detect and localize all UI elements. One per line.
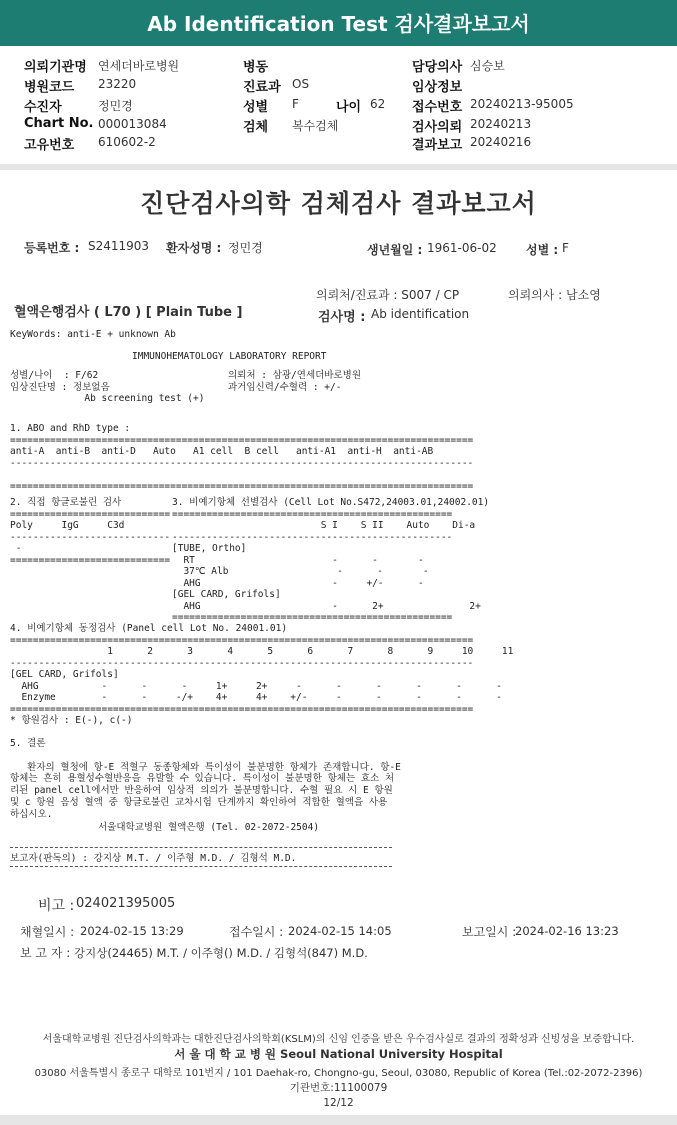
request-date-label: 검사의뢰	[412, 120, 463, 135]
remark-label: 비고 :	[38, 898, 75, 914]
patient-info-right: 의뢰처 : 삼광/연세더바로병원 과거임신력/수혈력 : +/-	[228, 370, 362, 393]
unique-no-label: 고유번호	[24, 138, 75, 153]
test-name-label: 검사명 :	[318, 310, 366, 325]
lab-report-title: IMMUNOHEMATOLOGY LABORATORY REPORT	[132, 351, 327, 362]
report-time-value: 2024-02-16 13:23	[515, 924, 619, 938]
divider-line	[10, 866, 392, 867]
chart-no-value: 000013084	[98, 117, 167, 131]
patient-value: 정민경	[98, 99, 133, 113]
specimen-value: 복수검체	[292, 119, 339, 133]
report-title: 진단검사의학 검체검사 결과보고서	[140, 189, 537, 218]
report-sex-label: 성별 :	[526, 243, 559, 257]
patient-name-label: 환자성명 :	[166, 241, 222, 255]
dob-label: 생년월일 :	[367, 243, 423, 257]
patient-name-value: 정민경	[228, 241, 263, 255]
patient-info-left: 성별/나이 : F/62 임상진단명 : 정보없음 Ab screening test (+)	[10, 370, 205, 404]
reporter-line: 보고자(판독의) : 강지상 M.T. / 이주형 M.D. / 김형석 M.D.	[10, 853, 297, 864]
collection-time-value: 2024-02-15 13:29	[80, 924, 184, 938]
hospital-code-value: 23220	[98, 77, 137, 91]
test-category-title: 혈액은행검사 ( L70 ) [ Plain Tube ]	[14, 305, 243, 320]
lab-report-document	[0, 170, 677, 1115]
ward-label: 병동	[243, 60, 269, 75]
antibody-screening-section: 3. 비예기항체 선별검사 (Cell Lot No.S472,24003.01,24002.01) ================================================= S I S II Auto Di-a ------------------------------------------------- [TUBE, Ortho] RT - - - 37℃ Alb - - - AHG - +/- - [GEL CARD, Grifols] AHG - 2+ 2+ =================================================	[172, 497, 490, 623]
hospital-name-label: 의뢰기관명	[24, 60, 87, 75]
dat-section: 2. 직접 항글로불린 검사 ============================ Poly IgG C3d ---------------------------- - ============================	[10, 497, 171, 566]
age-label: 나이	[336, 100, 362, 115]
hospital-name-value: 연세더바로병원	[98, 59, 180, 73]
report-sex-value: F	[562, 241, 569, 255]
reg-no-label: 등록번호 :	[24, 241, 80, 255]
institution-number: 기관번호:11100079	[289, 1082, 388, 1094]
bottom-bar	[0, 1115, 677, 1125]
receipt-no-value: 20240213-95005	[470, 97, 574, 111]
requesting-dept: 의뢰처/진료과 : S007 / CP	[316, 288, 460, 302]
reporter-label: 보 고 자 :	[20, 946, 71, 960]
sex-label: 성별	[243, 100, 269, 115]
reporter-value: 강지상(24465) M.T. / 이주형() M.D. / 김형석(847) M.D.	[74, 946, 368, 960]
receipt-time-label: 접수일시 :	[229, 925, 284, 939]
attending-doctor-label: 담당의사	[412, 60, 463, 75]
unique-no-value: 610602-2	[98, 135, 156, 149]
hospital-name-footer: 서 울 대 학 교 병 원 Seoul National University Hospital	[174, 1047, 503, 1061]
clinical-info-label: 임상정보	[412, 80, 463, 95]
report-time-label: 보고일시 :	[462, 925, 517, 939]
blood-bank-contact: 서울대학교병원 혈액은행 (Tel. 02-2072-2504)	[98, 822, 320, 833]
remark-value: 024021395005	[76, 896, 176, 911]
page-number: 12/12	[323, 1097, 354, 1109]
attending-doctor-value: 심승보	[470, 59, 505, 73]
result-report-value: 20240216	[470, 135, 532, 149]
request-info-header	[0, 46, 677, 164]
receipt-time-value: 2024-02-15 14:05	[288, 924, 392, 938]
hospital-address: 03080 서울특별시 종로구 대학로 101번지 / 101 Daehak-ro, Chongno-gu, Seoul, 03080, Republic of Korea (Tel.:02-2072-2396)	[34, 1068, 643, 1079]
dob-value: 1961-06-02	[427, 241, 497, 255]
abo-rhd-section: 1. ABO and RhD type : ================================================================================= anti-A anti-B anti-D Auto A1 cell B cell anti-A1 anti-H anti-AB --------------------------------------------------------------------------------- =================================================================================	[10, 423, 474, 492]
test-name-value: Ab identification	[371, 307, 470, 321]
antibody-identification-section: 4. 비예기항체 동정검사 (Panel cell Lot No. 24001.01) ================================================================================= 1 2 3 4 5 6 7 8 9 10 11 --------------------------------------------------------------------------------- [GEL CARD, Grifols] AHG - - - 1+ 2+ - - - - - - Enzyme - - -/+ 4+ 4+ +/- - - - - - ================================================================================= * 항원검사 : E(-), c(-)	[10, 623, 514, 726]
report-banner-title: Ab Identification Test 검사결과보고서	[0, 0, 677, 46]
chart-no-label: Chart No.	[24, 116, 94, 131]
requesting-doctor: 의뢰의사 : 남소영	[508, 288, 601, 302]
keywords: KeyWords: anti-E + unknown Ab	[10, 329, 176, 340]
patient-label: 수진자	[24, 100, 62, 115]
sex-value: F	[292, 97, 299, 111]
collection-time-label: 채혈일시 :	[20, 925, 75, 939]
receipt-no-label: 접수번호	[412, 100, 463, 115]
department-value: OS	[292, 77, 310, 91]
department-label: 진료과	[243, 80, 281, 95]
hospital-code-label: 병원코드	[24, 80, 75, 95]
conclusion-section: 5. 결론 환자의 혈청에 항-E 적혈구 동종항체와 특이성이 불분명한 항체가 존재합니다. 항-E 항체는 흔히 용혈성수혈반응을 유발할 수 있습니다. 특이성이 불분명한 항체는 효소 처 리된 panel cell에서만 반응하여 임상적 의의가 불분명합니다. 수혈 필요 시 E 항원 및 c 항원 음성 혈액 중 항글로불린 교차시험 단계까지 확인하여 적합한 혈액을 사용 하십시오.	[10, 738, 401, 820]
result-report-label: 결과보고	[412, 138, 463, 153]
reg-no-value: S2411903	[88, 239, 150, 253]
divider-line	[10, 847, 392, 848]
specimen-label: 검체	[243, 120, 269, 135]
age-value: 62	[370, 97, 386, 111]
certification-statement: 서울대학교병원 진단검사의학과는 대한진단검사의학회(KSLM)의 신임 인증을 받은 우수검사실로 결과의 정확성과 신빙성을 보증합니다.	[42, 1034, 635, 1045]
request-date-value: 20240213	[470, 117, 532, 131]
